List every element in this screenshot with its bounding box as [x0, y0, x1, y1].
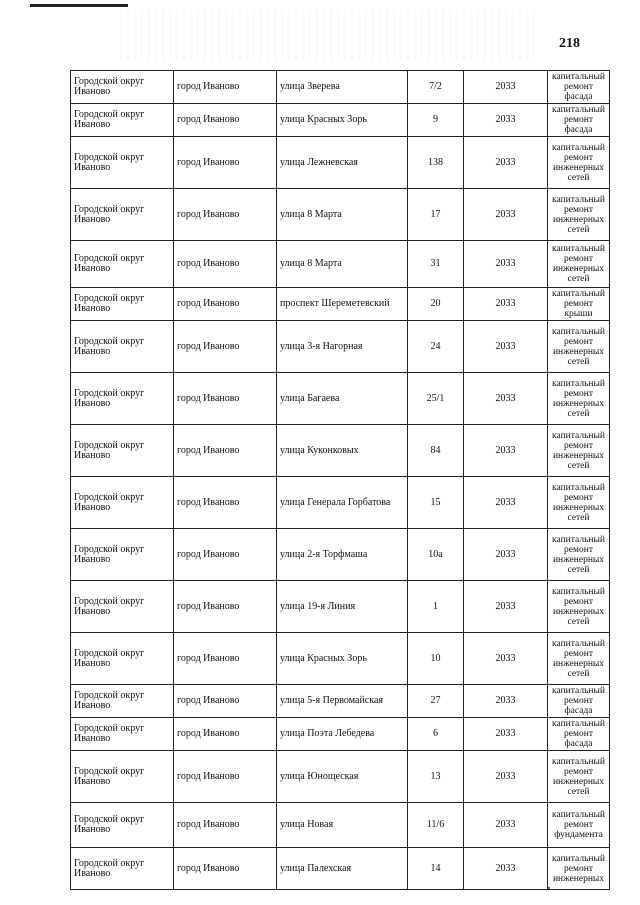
- scan-dot: [548, 887, 550, 889]
- table-row: [71, 71, 610, 104]
- municipality-cell: Городской округ Иваново: [71, 288, 174, 321]
- street-cell: улица Генерала Горбатова: [277, 477, 408, 529]
- city-cell: город Иваново: [174, 848, 277, 890]
- table-row: [71, 633, 610, 685]
- year-cell: 2033: [464, 373, 548, 425]
- year-cell: 2033: [464, 718, 548, 751]
- table-row: [71, 425, 610, 477]
- table-row: [71, 477, 610, 529]
- street-cell: улица Новая: [277, 803, 408, 848]
- street-cell: улица 8 Марта: [277, 241, 408, 288]
- house-number-cell: 27: [408, 685, 464, 718]
- table-row: [71, 373, 610, 425]
- house-number-cell: 15: [408, 477, 464, 529]
- table-row: [71, 718, 610, 751]
- year-cell: 2033: [464, 321, 548, 373]
- scan-artifact: [120, 10, 540, 60]
- year-cell: 2033: [464, 633, 548, 685]
- city-cell: город Иваново: [174, 373, 277, 425]
- house-number-cell: 20: [408, 288, 464, 321]
- registry-table-body: [71, 71, 610, 890]
- table-row: [71, 529, 610, 581]
- house-number-cell: 7/2: [408, 71, 464, 104]
- street-cell: улица Поэта Лебедева: [277, 718, 408, 751]
- municipality-cell: Городской округ Иваново: [71, 104, 174, 137]
- table-row: [71, 685, 610, 718]
- work-type-cell: капитальный ремонт инженерных сетей: [548, 137, 610, 189]
- municipality-cell: Городской округ Иваново: [71, 718, 174, 751]
- municipality-cell: Городской округ Иваново: [71, 633, 174, 685]
- city-cell: город Иваново: [174, 425, 277, 477]
- house-number-cell: 17: [408, 189, 464, 241]
- city-cell: город Иваново: [174, 137, 277, 189]
- year-cell: 2033: [464, 477, 548, 529]
- table-row: [71, 104, 610, 137]
- house-number-cell: 25/1: [408, 373, 464, 425]
- year-cell: 2033: [464, 71, 548, 104]
- table-row: [71, 751, 610, 803]
- year-cell: 2033: [464, 104, 548, 137]
- house-number-cell: 13: [408, 751, 464, 803]
- table-row: [71, 803, 610, 848]
- work-type-cell: капитальный ремонт инженерных сетей: [548, 633, 610, 685]
- city-cell: город Иваново: [174, 581, 277, 633]
- work-type-cell: капитальный ремонт инженерных сетей: [548, 189, 610, 241]
- street-cell: улица 2-я Торфмаша: [277, 529, 408, 581]
- street-cell: проспект Шереметевский: [277, 288, 408, 321]
- house-number-cell: 10: [408, 633, 464, 685]
- city-cell: город Иваново: [174, 718, 277, 751]
- house-number-cell: 10а: [408, 529, 464, 581]
- municipality-cell: Городской округ Иваново: [71, 751, 174, 803]
- year-cell: 2033: [464, 529, 548, 581]
- city-cell: город Иваново: [174, 288, 277, 321]
- street-cell: улица Красных Зорь: [277, 104, 408, 137]
- table-row: [71, 189, 610, 241]
- work-type-cell: капитальный ремонт фасада: [548, 71, 610, 104]
- city-cell: город Иваново: [174, 104, 277, 137]
- table-row: [71, 288, 610, 321]
- house-number-cell: 31: [408, 241, 464, 288]
- year-cell: 2033: [464, 425, 548, 477]
- street-cell: улица Зверева: [277, 71, 408, 104]
- street-cell: улица Багаева: [277, 373, 408, 425]
- street-cell: улица Куконковых: [277, 425, 408, 477]
- house-number-cell: 9: [408, 104, 464, 137]
- work-type-cell: капитальный ремонт инженерных сетей: [548, 241, 610, 288]
- year-cell: 2033: [464, 848, 548, 890]
- municipality-cell: Городской округ Иваново: [71, 137, 174, 189]
- table-row: [71, 137, 610, 189]
- year-cell: 2033: [464, 137, 548, 189]
- year-cell: 2033: [464, 189, 548, 241]
- city-cell: город Иваново: [174, 529, 277, 581]
- house-number-cell: 11/6: [408, 803, 464, 848]
- work-type-cell: капитальный ремонт фундамента: [548, 803, 610, 848]
- work-type-cell: капитальный ремонт инженерных сетей: [548, 425, 610, 477]
- work-type-cell: капитальный ремонт инженерных: [548, 848, 610, 890]
- city-cell: город Иваново: [174, 189, 277, 241]
- year-cell: 2033: [464, 241, 548, 288]
- page-number: 218: [559, 36, 580, 51]
- street-cell: улица 3-я Нагорная: [277, 321, 408, 373]
- year-cell: 2033: [464, 288, 548, 321]
- municipality-cell: Городской округ Иваново: [71, 477, 174, 529]
- work-type-cell: капитальный ремонт инженерных сетей: [548, 321, 610, 373]
- work-type-cell: капитальный ремонт фасада: [548, 685, 610, 718]
- municipality-cell: Городской округ Иваново: [71, 71, 174, 104]
- city-cell: город Иваново: [174, 685, 277, 718]
- table-row: [71, 321, 610, 373]
- house-number-cell: 84: [408, 425, 464, 477]
- city-cell: город Иваново: [174, 751, 277, 803]
- work-type-cell: капитальный ремонт инженерных сетей: [548, 581, 610, 633]
- municipality-cell: Городской округ Иваново: [71, 189, 174, 241]
- house-number-cell: 6: [408, 718, 464, 751]
- table-row: [71, 848, 610, 890]
- house-number-cell: 14: [408, 848, 464, 890]
- street-cell: улица 5-я Первомайская: [277, 685, 408, 718]
- year-cell: 2033: [464, 581, 548, 633]
- city-cell: город Иваново: [174, 241, 277, 288]
- year-cell: 2033: [464, 751, 548, 803]
- work-type-cell: капитальный ремонт инженерных сетей: [548, 751, 610, 803]
- municipality-cell: Городской округ Иваново: [71, 685, 174, 718]
- city-cell: город Иваново: [174, 477, 277, 529]
- work-type-cell: капитальный ремонт фасада: [548, 104, 610, 137]
- street-cell: улица Красных Зорь: [277, 633, 408, 685]
- house-number-cell: 24: [408, 321, 464, 373]
- work-type-cell: капитальный ремонт фасада: [548, 718, 610, 751]
- city-cell: город Иваново: [174, 321, 277, 373]
- municipality-cell: Городской округ Иваново: [71, 321, 174, 373]
- municipality-cell: Городской округ Иваново: [71, 848, 174, 890]
- city-cell: город Иваново: [174, 71, 277, 104]
- table-row: [71, 241, 610, 288]
- header-rule: [30, 4, 128, 7]
- house-number-cell: 1: [408, 581, 464, 633]
- table-row: [71, 581, 610, 633]
- municipality-cell: Городской округ Иваново: [71, 425, 174, 477]
- street-cell: улица Лежневская: [277, 137, 408, 189]
- municipality-cell: Городской округ Иваново: [71, 803, 174, 848]
- street-cell: улица Палехская: [277, 848, 408, 890]
- work-type-cell: капитальный ремонт крыши: [548, 288, 610, 321]
- municipality-cell: Городской округ Иваново: [71, 581, 174, 633]
- street-cell: улица 8 Марта: [277, 189, 408, 241]
- house-number-cell: 138: [408, 137, 464, 189]
- municipality-cell: Городской округ Иваново: [71, 529, 174, 581]
- city-cell: город Иваново: [174, 633, 277, 685]
- work-type-cell: капитальный ремонт инженерных сетей: [548, 477, 610, 529]
- work-type-cell: капитальный ремонт инженерных сетей: [548, 529, 610, 581]
- year-cell: 2033: [464, 685, 548, 718]
- street-cell: улица Юнощеская: [277, 751, 408, 803]
- street-cell: улица 19-я Линия: [277, 581, 408, 633]
- municipality-cell: Городской округ Иваново: [71, 373, 174, 425]
- municipality-cell: Городской округ Иваново: [71, 241, 174, 288]
- work-type-cell: капитальный ремонт инженерных сетей: [548, 373, 610, 425]
- registry-table: [70, 70, 610, 890]
- city-cell: город Иваново: [174, 803, 277, 848]
- year-cell: 2033: [464, 803, 548, 848]
